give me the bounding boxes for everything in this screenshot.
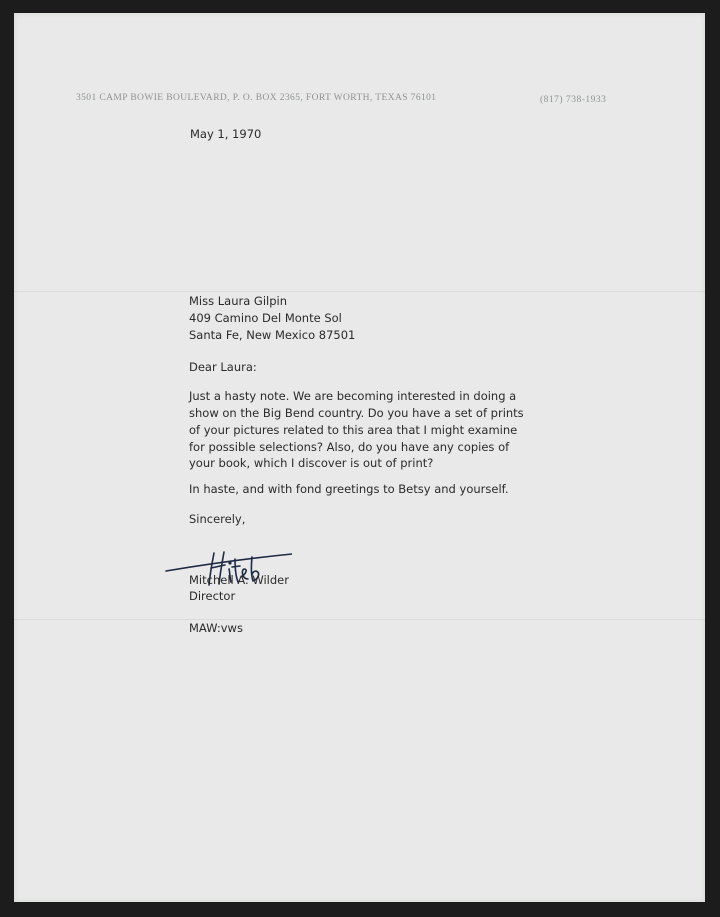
signer-title: Director [189, 589, 236, 603]
body-line: your book, which I discover is out of print? [189, 456, 434, 470]
recipient-city: Santa Fe, New Mexico 87501 [189, 328, 356, 342]
letter-date: May 1, 1970 [190, 127, 262, 141]
letterhead-address: 3501 CAMP BOWIE BOULEVARD, P. O. BOX 2365, FORT WORTH, TEXAS 76101 [76, 93, 437, 103]
recipient-street: 409 Camino Del Monte Sol [189, 311, 342, 325]
salutation: Dear Laura: [189, 360, 257, 374]
signer-name: Mitchell A. Wilder [189, 573, 289, 587]
second-paragraph: In haste, and with fond greetings to Betsy and yourself. [189, 482, 509, 496]
body-line: show on the Big Bend country. Do you have a set of prints [189, 406, 524, 420]
fold-line [14, 619, 705, 620]
reference-initials: MAW:vws [189, 621, 243, 635]
fold-line [14, 291, 705, 292]
body-line: for possible selections? Also, do you have any copies of [189, 440, 510, 454]
letterhead-phone: (817) 738-1933 [540, 95, 607, 105]
body-line: of your pictures related to this area that I might examine [189, 423, 518, 437]
recipient-name: Miss Laura Gilpin [189, 294, 288, 308]
closing: Sincerely, [189, 512, 246, 526]
body-line: Just a hasty note. We are becoming interested in doing a [189, 389, 517, 403]
show-through-shadow [104, 33, 624, 93]
